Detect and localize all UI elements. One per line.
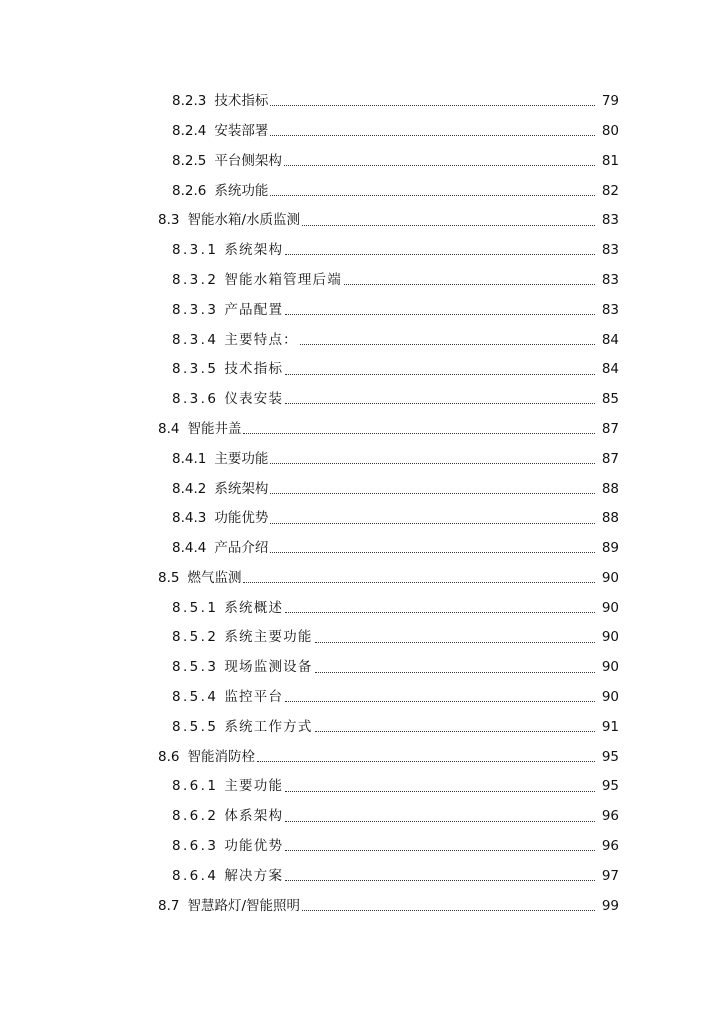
- toc-dot-leader: [300, 344, 595, 345]
- toc-entry-number: 8.3.6: [172, 391, 219, 408]
- toc-entry-page: 83: [601, 212, 619, 229]
- toc-entry-number: 8.3.2: [172, 271, 219, 288]
- toc-entry[interactable]: [0, 862, 724, 892]
- toc-entry-number: 8.6: [158, 748, 180, 765]
- toc-entry-page: 87: [601, 420, 619, 437]
- toc-entry-number: 8.6.2: [172, 808, 219, 825]
- toc-dot-leader: [285, 701, 595, 702]
- toc-dot-leader: [285, 374, 595, 375]
- toc-entry-page: 88: [601, 510, 619, 527]
- toc-entry[interactable]: [0, 325, 724, 355]
- toc-entry[interactable]: [0, 206, 724, 236]
- toc-entry-number: 8.2.5: [172, 152, 207, 169]
- toc-entry-title: 智能消防栓: [187, 748, 255, 765]
- toc-entry-number: 8.4.4: [172, 540, 207, 557]
- toc-entry-title: 系统概述: [224, 599, 284, 616]
- toc-entry[interactable]: [0, 713, 724, 743]
- toc-entry-title: 监控平台: [224, 689, 284, 706]
- toc-entry[interactable]: [0, 534, 724, 564]
- toc-dot-leader: [285, 254, 595, 255]
- toc-entry-title: 解决方案: [224, 867, 284, 884]
- table-of-contents: [0, 87, 724, 921]
- toc-dot-leader: [243, 433, 595, 434]
- toc-entry-page: 95: [601, 748, 619, 765]
- toc-entry[interactable]: [0, 236, 724, 266]
- toc-dot-leader: [285, 791, 595, 792]
- toc-dot-leader: [270, 493, 595, 494]
- toc-entry-title: 系统架构: [214, 480, 269, 497]
- toc-entry-number: 8.4: [158, 420, 180, 437]
- toc-dot-leader: [270, 135, 595, 136]
- toc-entry-number: 8.3.4: [172, 331, 219, 348]
- toc-entry-title: 技术指标: [214, 93, 269, 110]
- toc-entry[interactable]: [0, 683, 724, 713]
- toc-entry[interactable]: [0, 623, 724, 653]
- toc-entry-page: 96: [601, 808, 619, 825]
- toc-dot-leader: [285, 850, 595, 851]
- toc-entry-title: 主要功能: [214, 450, 269, 467]
- toc-entry[interactable]: [0, 594, 724, 624]
- toc-entry-number: 8.5.4: [172, 689, 219, 706]
- toc-entry-number: 8.3.5: [172, 361, 219, 378]
- toc-dot-leader: [285, 880, 595, 881]
- toc-entry-page: 91: [601, 718, 619, 735]
- toc-entry-number: 8.6.1: [172, 778, 219, 795]
- toc-entry[interactable]: [0, 266, 724, 296]
- toc-entry-page: 84: [601, 331, 619, 348]
- toc-entry-page: 80: [601, 122, 619, 139]
- toc-entry[interactable]: [0, 832, 724, 862]
- toc-entry-title: 智慧路灯/智能照明: [187, 897, 301, 914]
- toc-entry-number: 8.5.3: [172, 659, 219, 676]
- toc-entry-page: 90: [601, 569, 619, 586]
- toc-entry[interactable]: [0, 355, 724, 385]
- toc-entry-number: 8.3: [158, 212, 180, 229]
- toc-dot-leader: [315, 731, 595, 732]
- toc-entry[interactable]: [0, 474, 724, 504]
- toc-entry-title: 主要功能: [224, 778, 284, 795]
- toc-entry-title: 产品介绍: [214, 540, 269, 557]
- toc-entry-number: 8.3.1: [172, 242, 219, 259]
- toc-dot-leader: [285, 612, 595, 613]
- toc-entry[interactable]: [0, 296, 724, 326]
- toc-entry[interactable]: [0, 772, 724, 802]
- toc-entry-title: 系统功能: [214, 182, 269, 199]
- toc-entry-number: 8.4.1: [172, 450, 207, 467]
- toc-dot-leader: [243, 582, 595, 583]
- toc-entry-page: 83: [601, 242, 619, 259]
- toc-entry-title: 平台侧架构: [214, 152, 282, 169]
- toc-entry-number: 8.4.3: [172, 510, 207, 527]
- toc-dot-leader: [270, 105, 595, 106]
- toc-entry-title: 系统主要功能: [224, 629, 313, 646]
- toc-entry-title: 体系架构: [224, 808, 284, 825]
- toc-entry-page: 95: [601, 778, 619, 795]
- toc-entry-page: 90: [601, 689, 619, 706]
- toc-entry[interactable]: [0, 504, 724, 534]
- toc-entry-page: 83: [601, 271, 619, 288]
- toc-entry[interactable]: [0, 415, 724, 445]
- toc-entry-page: 81: [601, 152, 619, 169]
- toc-entry-title: 系统架构: [224, 242, 284, 259]
- toc-entry-page: 82: [601, 182, 619, 199]
- toc-entry[interactable]: [0, 445, 724, 475]
- toc-entry[interactable]: [0, 385, 724, 415]
- toc-entry-page: 99: [601, 897, 619, 914]
- toc-entry-title: 智能水箱管理后端: [224, 271, 342, 288]
- toc-dot-leader: [285, 314, 595, 315]
- toc-entry-title: 功能优势: [224, 838, 284, 855]
- toc-entry-title: 智能水箱/水质监测: [187, 212, 301, 229]
- toc-entry[interactable]: [0, 564, 724, 594]
- toc-dot-leader: [302, 225, 595, 226]
- toc-dot-leader: [285, 821, 595, 822]
- toc-entry-number: 8.5.5: [172, 718, 219, 735]
- toc-dot-leader: [284, 165, 595, 166]
- toc-entry-number: 8.3.3: [172, 301, 219, 318]
- toc-entry-number: 8.6.3: [172, 838, 219, 855]
- toc-entry[interactable]: [0, 892, 724, 922]
- toc-entry-number: 8.5.2: [172, 629, 219, 646]
- toc-entry-number: 8.5: [158, 569, 180, 586]
- toc-entry-title: 现场监测设备: [224, 659, 313, 676]
- toc-entry-page: 83: [601, 301, 619, 318]
- toc-dot-leader: [270, 552, 595, 553]
- toc-entry[interactable]: [0, 653, 724, 683]
- toc-entry-title: 主要特点：: [224, 331, 298, 348]
- toc-entry-title: 仪表安装: [224, 391, 284, 408]
- toc-dot-leader: [270, 463, 595, 464]
- toc-entry-number: 8.5.1: [172, 599, 219, 616]
- toc-dot-leader: [270, 195, 595, 196]
- toc-entry-page: 96: [601, 838, 619, 855]
- toc-dot-leader: [270, 523, 595, 524]
- toc-dot-leader: [285, 403, 595, 404]
- toc-dot-leader: [302, 910, 595, 911]
- toc-entry-number: 8.4.2: [172, 480, 207, 497]
- toc-dot-leader: [315, 642, 595, 643]
- toc-entry-title: 燃气监测: [187, 569, 242, 586]
- toc-entry-page: 89: [601, 540, 619, 557]
- toc-entry-number: 8.2.4: [172, 122, 207, 139]
- toc-entry-title: 功能优势: [214, 510, 269, 527]
- toc-entry-number: 8.6.4: [172, 867, 219, 884]
- toc-entry-number: 8.2.6: [172, 182, 207, 199]
- toc-entry-page: 97: [601, 867, 619, 884]
- toc-entry-page: 85: [601, 391, 619, 408]
- toc-entry-page: 84: [601, 361, 619, 378]
- toc-entry-title: 智能井盖: [187, 420, 242, 437]
- toc-entry[interactable]: [0, 87, 724, 117]
- toc-entry-page: 87: [601, 450, 619, 467]
- toc-entry-page: 88: [601, 480, 619, 497]
- toc-entry-page: 90: [601, 659, 619, 676]
- toc-dot-leader: [344, 284, 595, 285]
- toc-entry-number: 8.2.3: [172, 93, 207, 110]
- toc-entry[interactable]: [0, 147, 724, 177]
- toc-entry-number: 8.7: [158, 897, 180, 914]
- toc-entry[interactable]: [0, 802, 724, 832]
- toc-entry-title: 安装部署: [214, 122, 269, 139]
- toc-entry-title: 系统工作方式: [224, 718, 313, 735]
- toc-entry[interactable]: [0, 176, 724, 206]
- toc-entry-page: 90: [601, 629, 619, 646]
- toc-entry-page: 90: [601, 599, 619, 616]
- toc-entry-title: 技术指标: [224, 361, 284, 378]
- toc-entry-title: 产品配置: [224, 301, 284, 318]
- toc-entry-page: 79: [601, 93, 619, 110]
- toc-entry[interactable]: [0, 743, 724, 773]
- toc-dot-leader: [315, 672, 595, 673]
- toc-dot-leader: [257, 761, 595, 762]
- toc-entry[interactable]: [0, 117, 724, 147]
